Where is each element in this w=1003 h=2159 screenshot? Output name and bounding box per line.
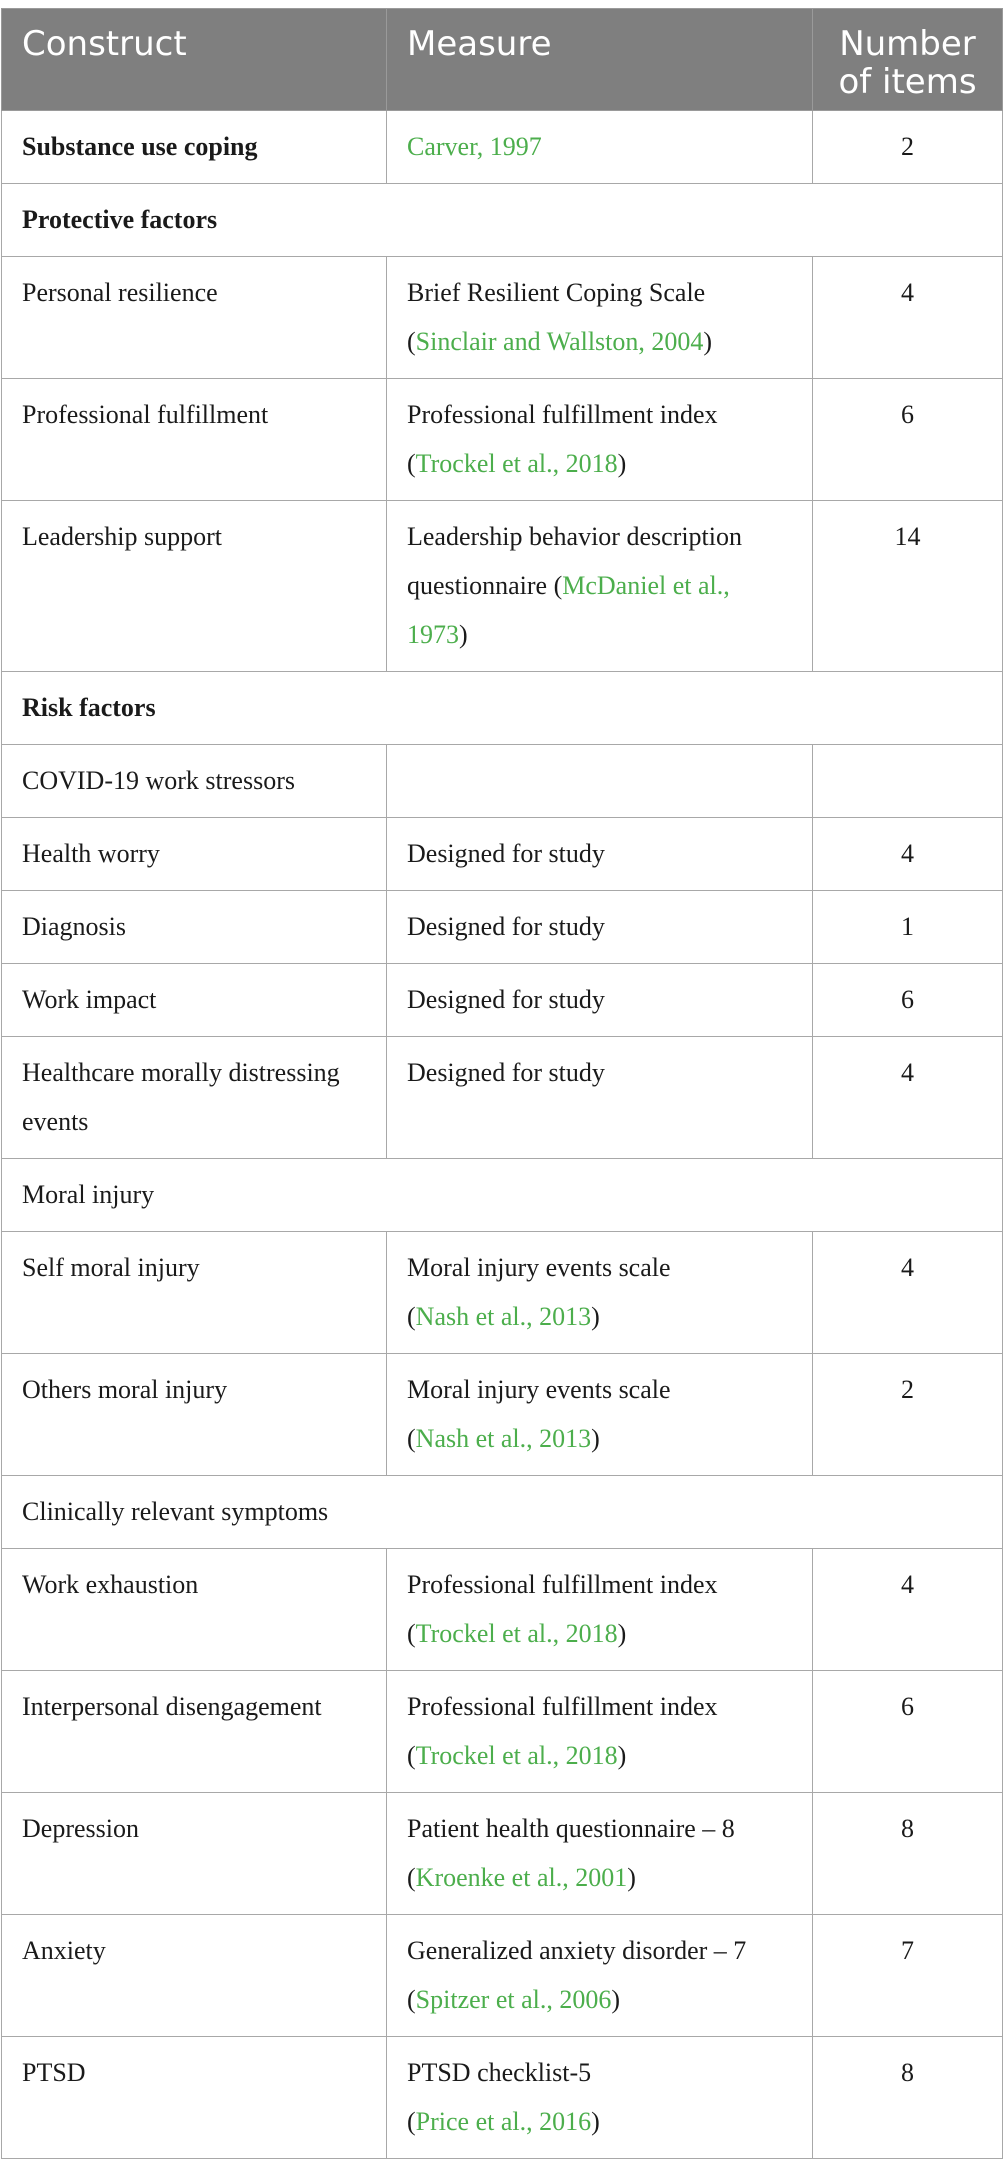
- measure-cell: Generalized anxiety disorder – 7 (Spitzer et al., 2006): [387, 1915, 813, 2037]
- items-cell: 2: [813, 1354, 1003, 1476]
- items-cell: 6: [813, 379, 1003, 501]
- measure-cell: Designed for study: [387, 964, 813, 1037]
- construct-cell: Professional fulfillment: [2, 379, 387, 501]
- construct-cell: Self moral injury: [2, 1232, 387, 1354]
- citation-link[interactable]: Carver, 1997: [407, 132, 542, 161]
- measure-text: PTSD checklist-5: [407, 2058, 592, 2087]
- construct-cell: Others moral injury: [2, 1354, 387, 1476]
- measure-cell: [387, 111, 813, 184]
- citation-link[interactable]: Nash et al., 2013: [415, 1302, 592, 1331]
- section-row: [2, 672, 1003, 745]
- items-cell: 2: [813, 111, 1003, 184]
- citation-link[interactable]: Trockel et al., 2018: [415, 449, 618, 478]
- table-row: [2, 111, 1003, 184]
- measure-cell: Designed for study: [387, 891, 813, 964]
- citation-link[interactable]: Trockel et al., 2018: [415, 1619, 618, 1648]
- table-row: [2, 1037, 1003, 1159]
- measure-cell: Moral injury events scale (Nash et al., 2013): [387, 1354, 813, 1476]
- measure-cell: Patient health questionnaire – 8 (Kroenke et al., 2001): [387, 1793, 813, 1915]
- construct-cell: Personal resilience: [2, 257, 387, 379]
- items-cell: 4: [813, 1232, 1003, 1354]
- construct-cell: Interpersonal disengagement: [2, 1671, 387, 1793]
- subsection-label: Moral injury: [2, 1159, 1003, 1232]
- items-cell: [813, 745, 1003, 818]
- measure-cell: PTSD checklist-5 (Price et al., 2016): [387, 2037, 813, 2159]
- measures-table: [1, 8, 1003, 2159]
- section-label: Risk factors: [2, 672, 1003, 745]
- table-row: [2, 745, 1003, 818]
- measure-cell: Professional fulfillment index (Trockel et al., 2018): [387, 1549, 813, 1671]
- measure-cell: Professional fulfillment index (Trockel et al., 2018): [387, 379, 813, 501]
- construct-cell: Leadership support: [2, 501, 387, 672]
- table-row: [2, 257, 1003, 379]
- construct-cell: Substance use coping: [2, 111, 387, 184]
- construct-cell: Work impact: [2, 964, 387, 1037]
- measure-cell: Professional fulfillment index (Trockel et al., 2018): [387, 1671, 813, 1793]
- table-row: [2, 1671, 1003, 1793]
- citation-link[interactable]: Kroenke et al., 2001: [415, 1863, 628, 1892]
- measure-text: Moral injury events scale: [407, 1375, 671, 1404]
- citation-link[interactable]: Spitzer et al., 2006: [415, 1985, 612, 2014]
- citation-link[interactable]: Nash et al., 2013: [415, 1424, 592, 1453]
- measure-text: Professional fulfillment index: [407, 1692, 718, 1721]
- construct-cell: Work exhaustion: [2, 1549, 387, 1671]
- items-cell: 8: [813, 1793, 1003, 1915]
- table-row: [2, 1793, 1003, 1915]
- measure-cell: Moral injury events scale (Nash et al., 2013): [387, 1232, 813, 1354]
- items-cell: 4: [813, 1549, 1003, 1671]
- items-cell: 4: [813, 818, 1003, 891]
- items-cell: 8: [813, 2037, 1003, 2159]
- items-cell: 6: [813, 1671, 1003, 1793]
- measure-cell: Designed for study: [387, 818, 813, 891]
- measure-text: Professional fulfillment index: [407, 1570, 718, 1599]
- measure-text: Brief Resilient Coping Scale: [407, 278, 706, 307]
- header-row: [2, 9, 1003, 111]
- table-row: [2, 818, 1003, 891]
- table-row: [2, 964, 1003, 1037]
- construct-cell: Depression: [2, 1793, 387, 1915]
- table-row: [2, 2037, 1003, 2159]
- section-label: Protective factors: [2, 184, 1003, 257]
- items-cell: 6: [813, 964, 1003, 1037]
- table-row: [2, 1915, 1003, 2037]
- construct-cell: Diagnosis: [2, 891, 387, 964]
- construct-cell: PTSD: [2, 2037, 387, 2159]
- measure-cell: Leadership behavior description questionnaire (McDaniel et al., 1973): [387, 501, 813, 672]
- header-number-of-items: Number of items: [813, 9, 1003, 111]
- items-cell: 1: [813, 891, 1003, 964]
- table-row: [2, 891, 1003, 964]
- citation-link[interactable]: McDaniel et al., 1973: [407, 571, 730, 649]
- measure-text: Leadership behavior description questionnaire: [407, 522, 742, 600]
- subsection-row: [2, 1476, 1003, 1549]
- items-cell: 4: [813, 1037, 1003, 1159]
- table-row: [2, 1549, 1003, 1671]
- construct-cell: COVID-19 work stressors: [2, 745, 387, 818]
- table-row: [2, 501, 1003, 672]
- measure-cell: Designed for study: [387, 1037, 813, 1159]
- measure-cell: Brief Resilient Coping Scale (Sinclair and Wallston, 2004): [387, 257, 813, 379]
- table-row: [2, 1232, 1003, 1354]
- items-cell: 7: [813, 1915, 1003, 2037]
- header-measure: Measure: [387, 9, 813, 111]
- measure-cell: [387, 745, 813, 818]
- construct-cell: Healthcare morally distressing events: [2, 1037, 387, 1159]
- items-cell: 4: [813, 257, 1003, 379]
- measure-text: Moral injury events scale: [407, 1253, 671, 1282]
- subsection-label: Clinically relevant symptoms: [2, 1476, 1003, 1549]
- header-construct: Construct: [2, 9, 387, 111]
- subsection-row: [2, 1159, 1003, 1232]
- measure-text: Patient health questionnaire – 8: [407, 1814, 735, 1843]
- table-row: [2, 379, 1003, 501]
- measure-text: Generalized anxiety disorder – 7: [407, 1936, 747, 1965]
- measure-text: Professional fulfillment index: [407, 400, 718, 429]
- citation-link[interactable]: Trockel et al., 2018: [415, 1741, 618, 1770]
- section-row: [2, 184, 1003, 257]
- items-cell: 14: [813, 501, 1003, 672]
- construct-cell: Health worry: [2, 818, 387, 891]
- citation-link[interactable]: Price et al., 2016: [415, 2107, 592, 2136]
- citation-link[interactable]: Sinclair and Wallston, 2004: [415, 327, 704, 356]
- construct-cell: Anxiety: [2, 1915, 387, 2037]
- table-row: [2, 1354, 1003, 1476]
